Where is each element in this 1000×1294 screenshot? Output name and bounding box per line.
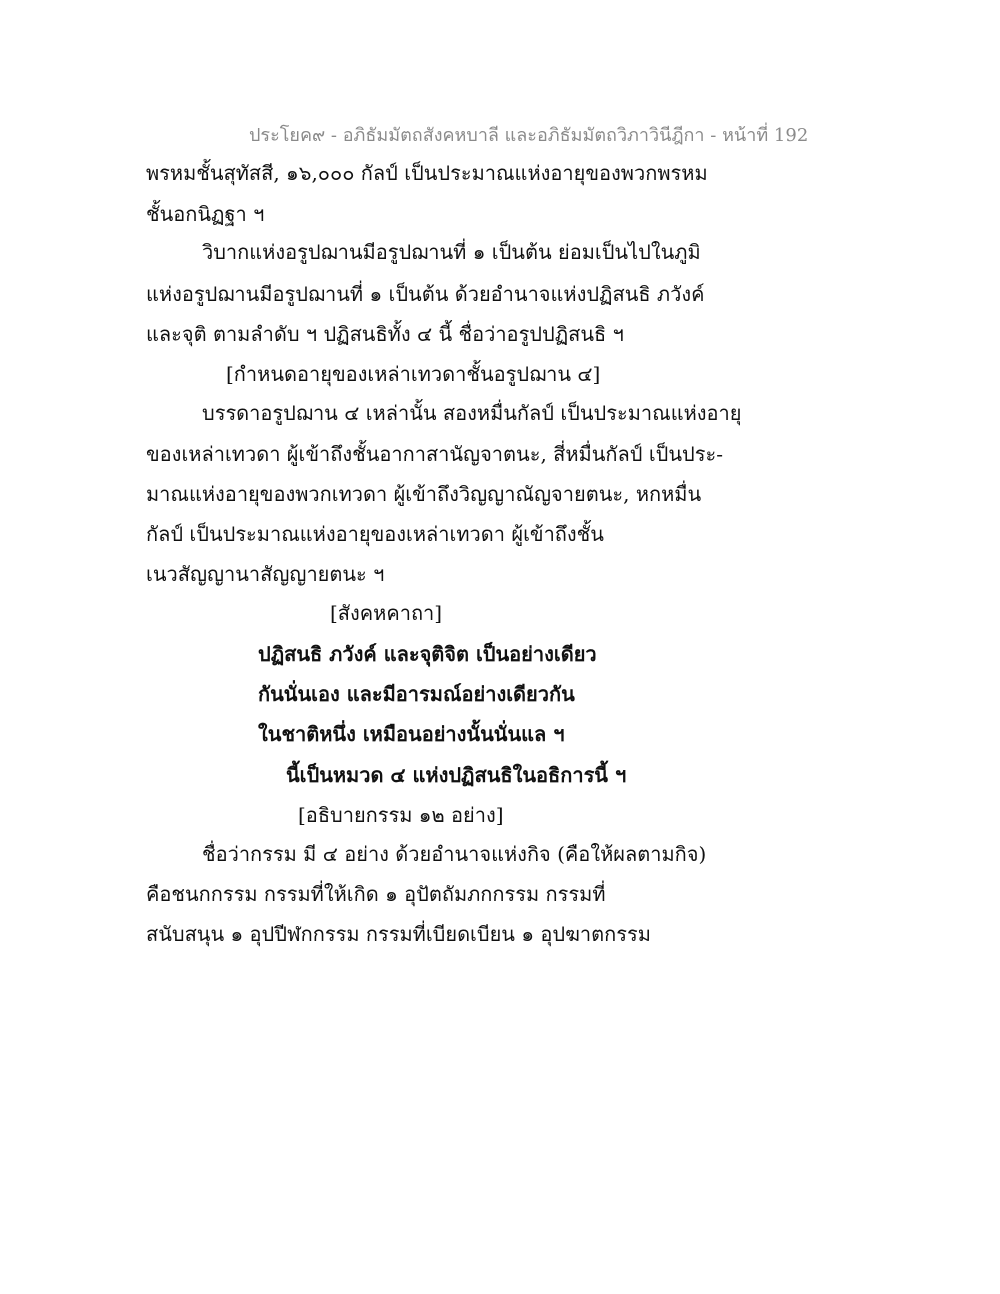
paragraph-line: บรรดาอรูปฌาน ๔ เหล่านั้น สองหมื่นกัลป์ เป็นประมาณแห่งอายุ — [202, 401, 742, 425]
verse-line: ในชาติหนึ่ง เหมือนอย่างนั้นนั่นแล ฯ — [258, 722, 565, 746]
body-line: พรหมชั้นสุทัสสี, ๑๖,๐๐๐ กัลป์ เป็นประมาณแห่งอายุของพวกพรหม — [146, 161, 708, 185]
paragraph-line: วิบากแห่งอรูปฌานมีอรูปฌานที่ ๑ เป็นต้น ย่อมเป็นไปในภูมิ — [202, 240, 701, 264]
verse-line: ปฏิสนธิ ภวังค์ และจุติจิต เป็นอย่างเดียว — [258, 642, 597, 666]
body-line: ชั้นอกนิฏฐา ฯ — [146, 202, 265, 226]
body-line: คือชนกกรรม กรรมที่ให้เกิด ๑ อุปัตถัมภกกรรม กรรมที่ — [146, 882, 606, 906]
body-line: มาณแห่งอายุของพวกเทวดา ผู้เข้าถึงวิญญาณัญจายตนะ, หกหมื่น — [146, 482, 702, 506]
section-heading: [สังคหคาถา] — [330, 601, 443, 625]
paragraph-line: ชื่อว่ากรรม มี ๔ อย่าง ด้วยอำนาจแห่งกิจ (คือให้ผลตามกิจ) — [202, 842, 707, 866]
body-line: และจุติ ตามลำดับ ฯ ปฏิสนธิทั้ง ๔ นี้ ชื่อว่าอรูปปฏิสนธิ ฯ — [146, 322, 624, 346]
body-line: ของเหล่าเทวดา ผู้เข้าถึงชั้นอากาสานัญจาตนะ, สี่หมื่นกัลป์ เป็นประ- — [146, 442, 723, 466]
section-heading: [กำหนดอายุของเหล่าเทวดาชั้นอรูปฌาน ๔] — [226, 362, 601, 386]
body-line: เนวสัญญานาสัญญายตนะ ฯ — [146, 562, 385, 586]
verse-line: นี้เป็นหมวด ๔ แห่งปฏิสนธิในอธิการนี้ ฯ — [286, 763, 627, 787]
section-heading: [อธิบายกรรม ๑๒ อย่าง] — [298, 803, 504, 827]
body-line: สนับสนุน ๑ อุปปีฬกกรรม กรรมที่เบียดเบียน ๑ อุปฆาตกรรม — [146, 922, 651, 946]
body-line: กัลป์ เป็นประมาณแห่งอายุของเหล่าเทวดา ผู้เข้าถึงชั้น — [146, 522, 604, 546]
body-line: แห่งอรูปฌานมีอรูปฌานที่ ๑ เป็นต้น ด้วยอำนาจแห่งปฏิสนธิ ภวังค์ — [146, 282, 705, 306]
verse-line: กันนั่นเอง และมีอารมณ์อย่างเดียวกัน — [258, 682, 575, 706]
running-head: ประโยค๙ - อภิธัมมัตถสังคหบาลี และอภิธัมมัตถวิภาวินีฎีกา - หน้าที่ 192 — [249, 125, 809, 146]
